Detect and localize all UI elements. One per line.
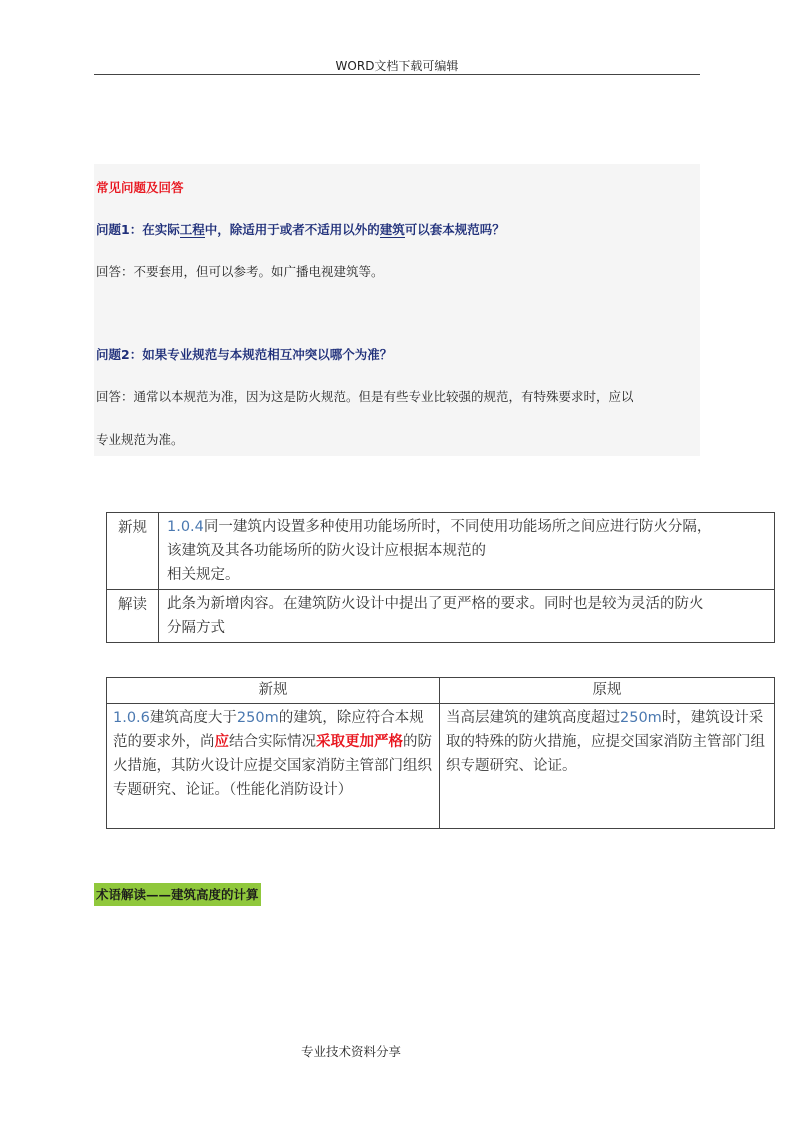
row-label-new: 新规 (107, 513, 159, 590)
interpretation-text: 此条为新增肉容。在建筑防火设计中提出了更严格的要求。同时也是较为灵活的防火 分隔方式 (159, 590, 775, 643)
old-rule-cell: 当高层建筑的建筑高度超过250m时，建筑设计采取的特殊的防火措施，应提交国家消防主管部门组织专题研究、论证。 (440, 704, 775, 829)
term-heading: 术语解读——建筑高度的计算 (94, 883, 261, 906)
clause-number: 1.0.4 (167, 519, 204, 535)
q1-prefix: 问题1：在实际 (96, 222, 180, 237)
column-header-new: 新规 (107, 678, 440, 704)
row-label-interpretation: 解读 (107, 590, 159, 643)
q1-link-building[interactable]: 建筑 (379, 222, 405, 237)
emphasis-stricter: 采取更加严格 (316, 734, 403, 750)
answer-2-line-1: 回答：通常以本规范为准，因为这是防火规范。但是有些专业比较强的规范，有特殊要求时，应以 (96, 389, 634, 404)
table-row (107, 704, 775, 829)
clause-1-0-4-table (106, 512, 775, 643)
table-header-row (107, 678, 775, 704)
page-header: WORD文档下载可编辑 (335, 59, 459, 73)
question-1 (96, 220, 505, 238)
new-rule-cell: 1.0.6建筑高度大于250m的建筑，除应符合本规范的要求外，尚应结合实际情况采取更加严格的防火措施，其防火设计应提交国家消防主管部门组织专题研究、论证。（性能化消防设计） (107, 704, 440, 829)
table-row (107, 513, 775, 590)
answer-2-line-2: 专业规范为准。 (96, 432, 184, 447)
q1-link-engineering[interactable]: 工程 (179, 222, 205, 237)
q1-mid: 中，除适用于或者不适用以外的 (204, 222, 380, 237)
q1-suffix: 可以套本规范吗？ (404, 222, 505, 237)
faq-title: 常见问题及回答 (96, 180, 184, 195)
header-rule (94, 74, 700, 75)
answer-1: 回答：不要套用，但可以参考。如广播电视建筑等。 (96, 264, 384, 279)
clause-1-0-6-comparison-table (106, 677, 775, 829)
emphasis-should: 应 (214, 734, 229, 750)
question-2: 问题2：如果专业规范与本规范相互冲突以哪个为准？ (96, 347, 393, 362)
column-header-old: 原规 (440, 678, 775, 704)
faq-section (94, 164, 700, 456)
new-clause-text: 1.0.4同一建筑内设置多种使用功能场所时，不同使用功能场所之间应进行防火分隔， 该建筑及其各功能场所的防火设计应根据本规范的 相关规定。 (159, 513, 775, 590)
table-row (107, 590, 775, 643)
page-footer: 专业技术资料分享 (300, 1044, 401, 1059)
